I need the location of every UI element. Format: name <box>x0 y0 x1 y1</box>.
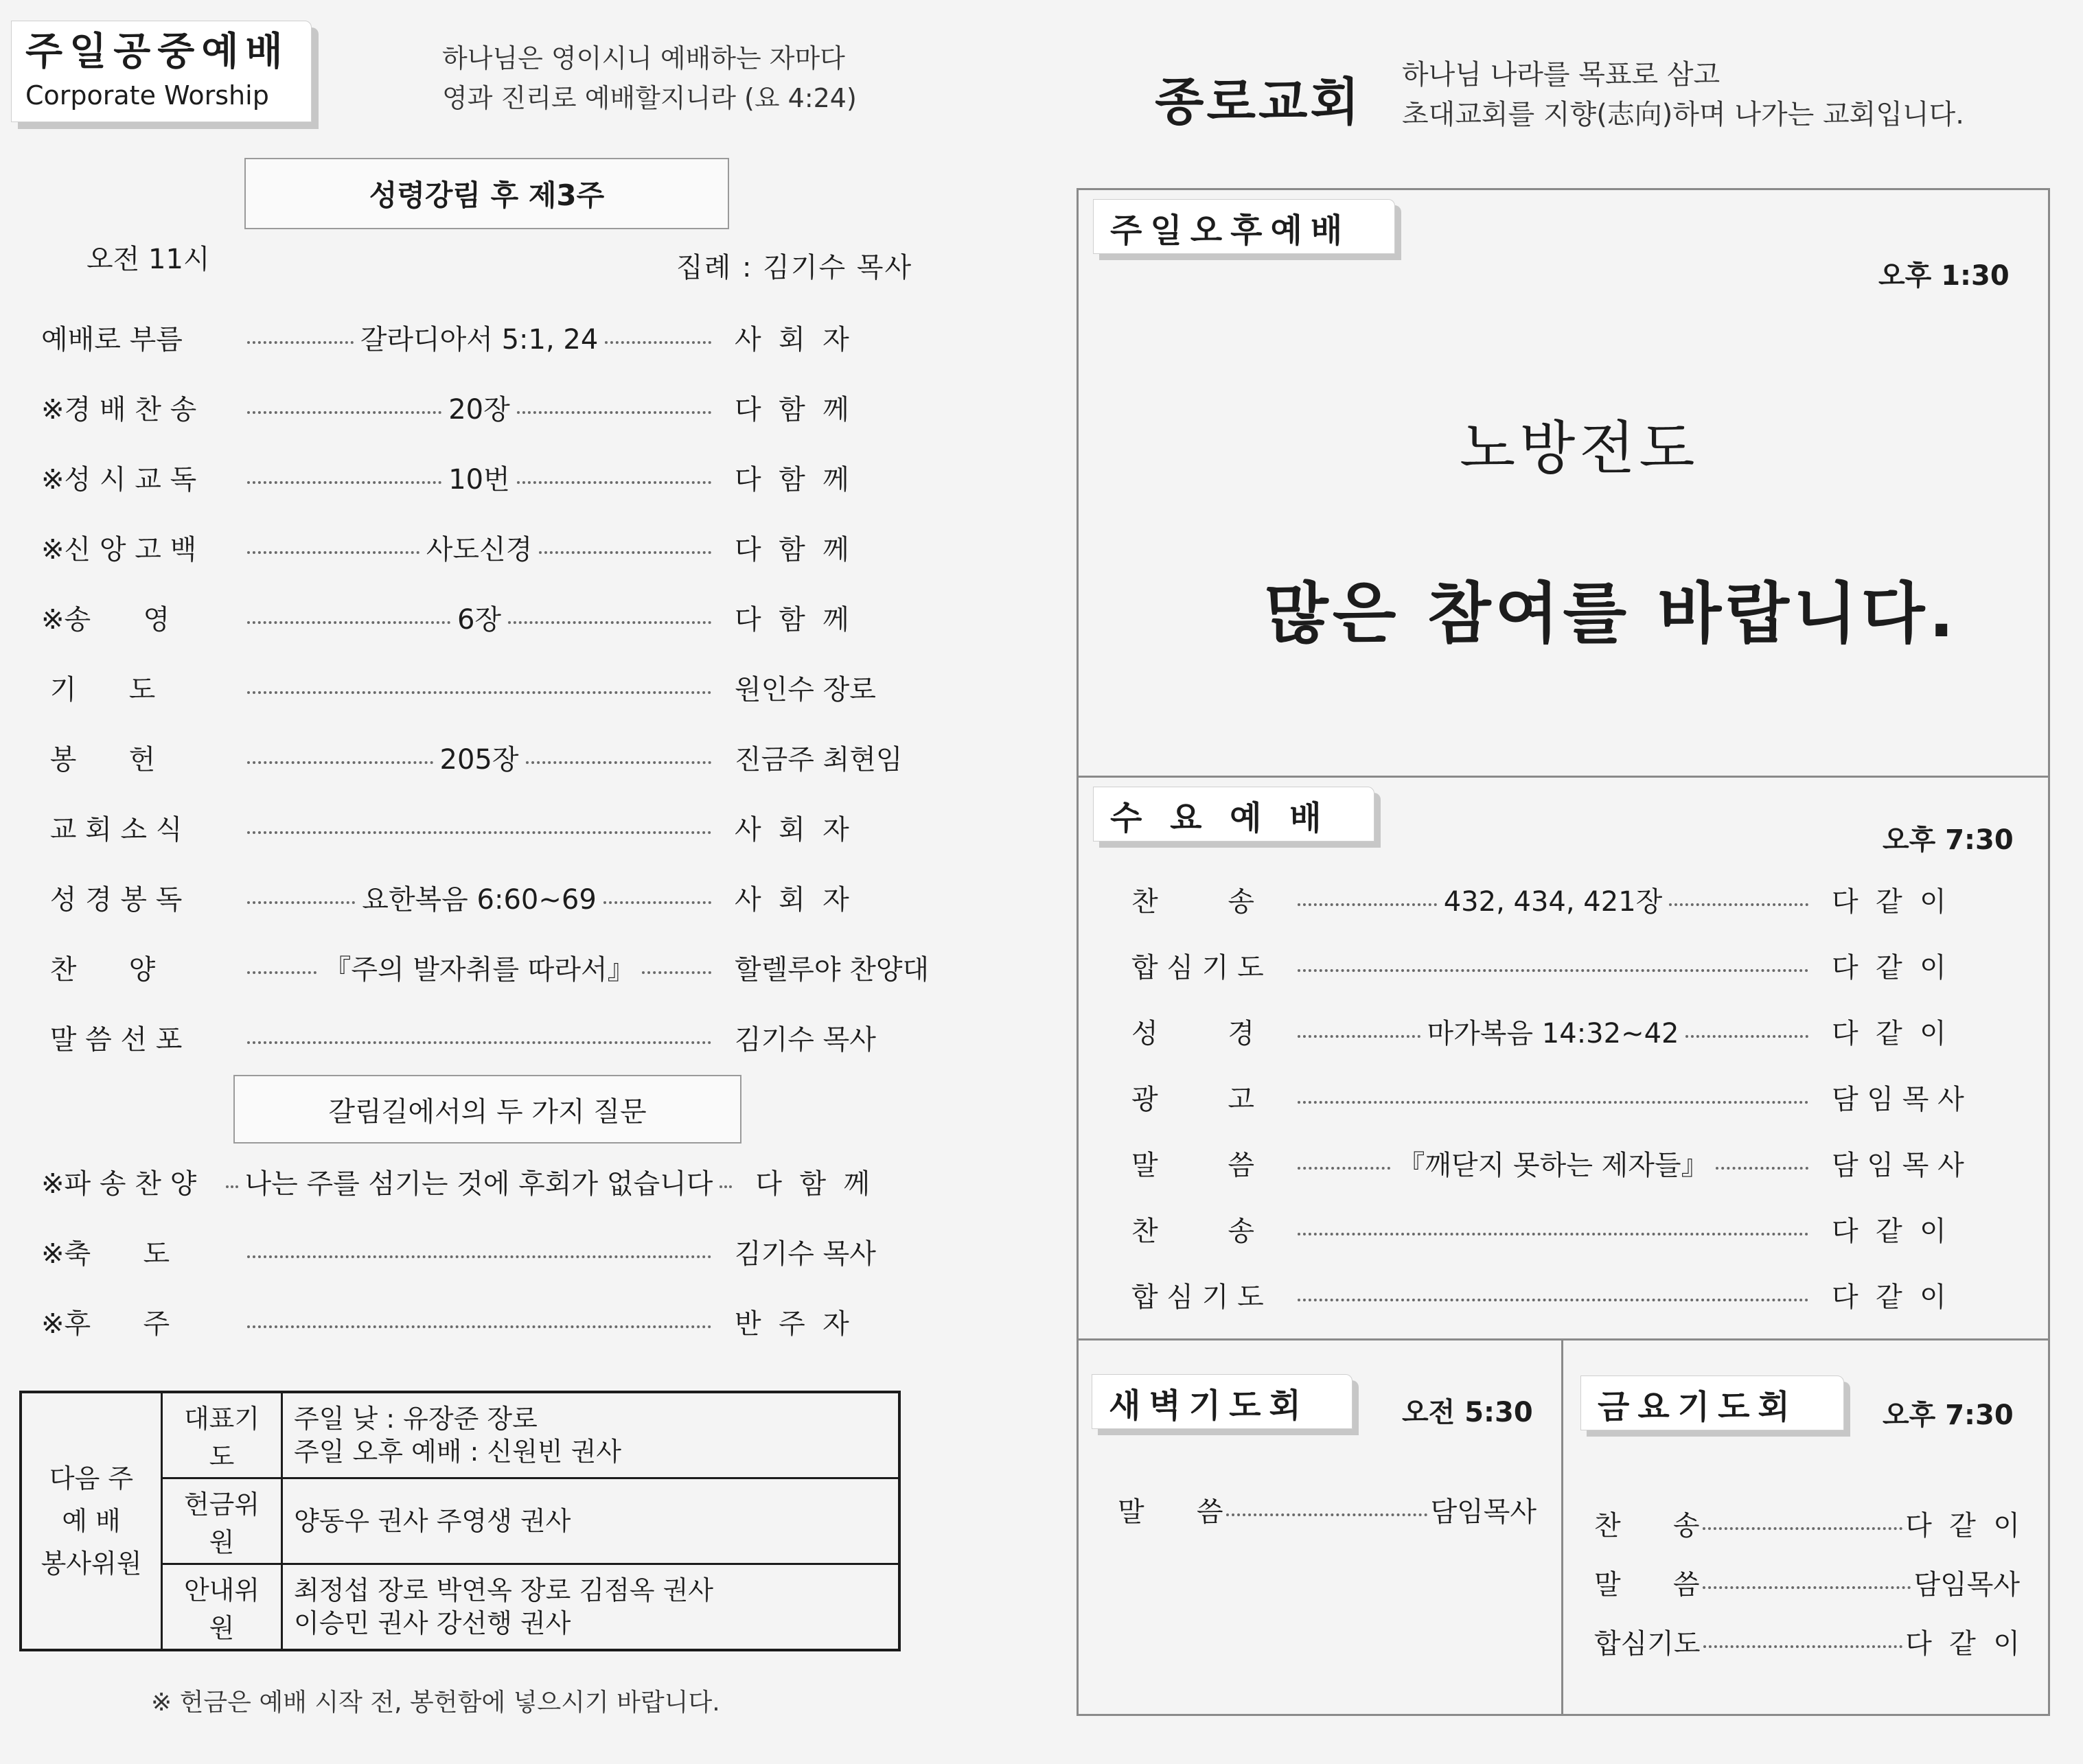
order-item-label: 합 심 기 도 <box>1131 1281 1264 1313</box>
order-item-leader: 사 회 자 <box>735 323 849 356</box>
order-item-leader: 원인수 장로 <box>735 673 876 706</box>
order-item-content: 갈라디아서 5:1, 24 <box>360 323 599 356</box>
column-divider <box>1561 1340 1563 1716</box>
service-time: 오전 11시 <box>87 244 210 275</box>
order-item-leader: 다 같 이 <box>1832 951 1946 984</box>
order-row <box>41 1286 927 1356</box>
order-item-label: ※후 주 <box>41 1308 170 1340</box>
servers-group-heading <box>21 1392 162 1650</box>
order-item-label: 말 씀 <box>1131 1149 1254 1181</box>
order-of-worship <box>41 302 930 1356</box>
order-row <box>1118 1480 1537 1539</box>
order-item-label: 광 고 <box>1131 1083 1254 1115</box>
servers-group-line: 다음 주 <box>49 1463 134 1494</box>
order-row <box>1131 866 1996 932</box>
order-row <box>1131 998 1996 1064</box>
order-item-content: 10번 <box>448 463 510 496</box>
vision-line-1: 하나님 나라를 목표로 삼고 <box>1402 59 1721 91</box>
server-names <box>282 1392 900 1478</box>
order-row <box>1131 1130 1996 1196</box>
order-item-content: 205장 <box>439 743 519 776</box>
offering-note: ※ 헌금은 예배 시작 전, 봉헌함에 넣으시기 바랍니다. <box>151 1688 720 1717</box>
order-row <box>41 302 927 372</box>
dawn-prayer-tab: 새벽기도회 <box>1092 1374 1353 1429</box>
officiant: 집례 : 김기수 목사 <box>676 252 913 283</box>
order-item-label: 말 씀 <box>1594 1568 1700 1601</box>
order-row <box>1131 1262 1996 1327</box>
order-item-content: 사도신경 <box>426 533 533 566</box>
order-item-label: 찬 송 <box>1131 885 1254 918</box>
participation-message: 많은 참여를 바랍니다. <box>1265 575 1958 652</box>
server-names <box>282 1564 900 1651</box>
section-divider <box>1077 1338 2050 1341</box>
verse-line-2: 영과 진리로 예배할지니라 (요 4:24) <box>442 83 857 113</box>
order-row <box>1131 1196 1996 1262</box>
order-item-content: 6장 <box>457 603 502 636</box>
order-item-leader: 다 같 이 <box>1905 1627 2020 1660</box>
order-item-content: 『깨닫지 못하는 제자들』 <box>1397 1149 1709 1181</box>
server-role: 헌금위원 <box>162 1478 282 1564</box>
servers-group-line: 봉사위원 <box>41 1548 142 1579</box>
server-names-line: 이승민 권사 강선행 권사 <box>294 1608 571 1638</box>
worship-title-tab <box>11 21 312 122</box>
order-row <box>41 1146 927 1216</box>
order-item-label: ※송 영 <box>41 603 170 636</box>
order-item-leader: 김기수 목사 <box>735 1023 876 1056</box>
order-row <box>41 1216 927 1286</box>
order-item-leader: 다 함 께 <box>755 1168 871 1200</box>
order-row <box>41 862 927 932</box>
order-item-leader: 사 회 자 <box>735 883 849 916</box>
server-names <box>282 1478 900 1564</box>
order-item-label: 기 도 <box>41 673 156 706</box>
order-item-content: 20장 <box>448 393 510 426</box>
order-item-leader: 반 주 자 <box>735 1308 849 1340</box>
order-row <box>1594 1494 2020 1553</box>
worship-title-korean: 주일공중예배 <box>25 30 290 74</box>
order-item-label: 예배로 부름 <box>41 323 183 356</box>
church-name: 종로교회 <box>1155 73 1362 132</box>
order-item-label: 합 심 기 도 <box>1131 951 1264 984</box>
verse-line-1: 하나님은 영이시니 예배하는 자마다 <box>442 43 845 73</box>
server-role: 안내위원 <box>162 1564 282 1651</box>
order-item-label: 교 회 소 식 <box>41 813 183 846</box>
order-row <box>1131 1064 1996 1130</box>
order-item-leader: 김기수 목사 <box>735 1238 876 1270</box>
order-row <box>41 792 927 862</box>
friday-prayer-order <box>1594 1494 2020 1671</box>
order-item-label: 합심기도 <box>1594 1627 1701 1660</box>
order-item-leader: 다 같 이 <box>1832 1281 1946 1313</box>
sunday-afternoon-time: 오후 1:30 <box>1878 260 2010 292</box>
order-row <box>1131 932 1996 998</box>
order-item-leader: 담임목사 <box>1913 1568 2020 1601</box>
order-item-content: 요한복음 6:60~69 <box>362 883 597 916</box>
order-item-label: ※축 도 <box>41 1238 170 1270</box>
friday-prayer-tab: 금요기도회 <box>1580 1376 1844 1430</box>
order-item-content: 나는 주를 섬기는 것에 후회가 없습니다 <box>244 1168 713 1200</box>
order-row <box>1594 1612 2020 1671</box>
dawn-prayer-order <box>1118 1480 1537 1539</box>
wednesday-service-time: 오후 7:30 <box>1883 824 2014 856</box>
next-week-servers-table <box>19 1391 901 1651</box>
section-divider <box>1077 776 2050 778</box>
friday-prayer-time: 오후 7:30 <box>1883 1400 2014 1431</box>
server-names-line: 최정섭 장로 박연옥 장로 김점옥 권사 <box>294 1575 714 1605</box>
order-item-label: 봉 헌 <box>41 743 156 776</box>
order-item-leader: 다 함 께 <box>735 393 849 426</box>
order-row <box>41 582 927 652</box>
order-item-leader: 다 같 이 <box>1832 1017 1946 1049</box>
order-item-label: 말 씀 선 포 <box>41 1023 183 1056</box>
order-row <box>41 512 927 582</box>
order-item-leader: 다 함 께 <box>735 603 849 636</box>
order-item-leader: 담 임 목 사 <box>1832 1083 1964 1115</box>
wednesday-service-tab: 수 요 예 배 <box>1093 787 1374 842</box>
order-item-leader: 할렐루야 찬양대 <box>735 953 930 986</box>
sermon-title: 갈림길에서의 두 가지 질문 <box>233 1075 741 1144</box>
server-names-line: 주일 낮 : 유장준 장로 <box>294 1404 538 1434</box>
order-item-content: 『주의 발자취를 따라서』 <box>323 953 635 986</box>
order-item-label: 찬 송 <box>1594 1509 1700 1542</box>
order-item-leader: 다 같 이 <box>1832 885 1946 918</box>
order-item-content: 마가복음 14:32~42 <box>1427 1017 1679 1049</box>
liturgical-week: 성령강림 후 제3주 <box>244 158 729 229</box>
order-item-label: 말 씀 <box>1118 1496 1223 1528</box>
wednesday-order <box>1131 866 1996 1327</box>
order-item-leader: 담임목사 <box>1430 1496 1537 1528</box>
order-item-label: ※파 송 찬 양 <box>41 1168 197 1200</box>
order-row <box>41 372 927 442</box>
sunday-afternoon-tab: 주일오후예배 <box>1093 199 1395 254</box>
order-item-label: 성 경 <box>1131 1017 1254 1049</box>
order-item-label: 성 경 봉 독 <box>41 883 183 916</box>
order-item-leader: 다 함 께 <box>735 533 849 566</box>
scripture-verse <box>442 38 857 118</box>
order-item-leader: 사 회 자 <box>735 813 849 846</box>
order-item-label: 찬 송 <box>1131 1215 1254 1247</box>
street-evangelism-title: 노방전도 <box>1460 415 1699 482</box>
order-item-label: 찬 양 <box>41 953 156 986</box>
order-item-label: ※성 시 교 독 <box>41 463 197 496</box>
worship-title-english: Corporate Worship <box>25 80 269 111</box>
church-vision <box>1402 55 1964 135</box>
order-item-leader: 다 같 이 <box>1832 1215 1946 1247</box>
server-names-line: 양동우 권사 주영생 권사 <box>294 1506 571 1536</box>
order-item-label: ※신 앙 고 백 <box>41 533 197 566</box>
order-row <box>41 722 927 792</box>
order-item-leader: 다 같 이 <box>1905 1509 2020 1542</box>
order-row <box>1594 1553 2020 1612</box>
order-item-leader: 다 함 께 <box>735 463 849 496</box>
servers-group-line: 예 배 <box>62 1506 121 1536</box>
order-row <box>41 442 927 512</box>
vision-line-2: 초대교회를 지향(志向)하며 나가는 교회입니다. <box>1402 99 1964 130</box>
order-row <box>41 652 927 722</box>
order-row <box>41 1002 927 1072</box>
order-row <box>41 932 930 1002</box>
dawn-prayer-time: 오전 5:30 <box>1402 1397 1533 1428</box>
server-role: 대표기도 <box>162 1392 282 1478</box>
server-names-line: 주일 오후 예배 : 신원빈 권사 <box>294 1437 621 1467</box>
order-item-content: 432, 434, 421장 <box>1443 885 1663 918</box>
order-item-leader: 담 임 목 사 <box>1832 1149 1964 1181</box>
order-item-leader: 진금주 최현임 <box>735 743 903 776</box>
order-item-label: ※경 배 찬 송 <box>41 393 197 426</box>
